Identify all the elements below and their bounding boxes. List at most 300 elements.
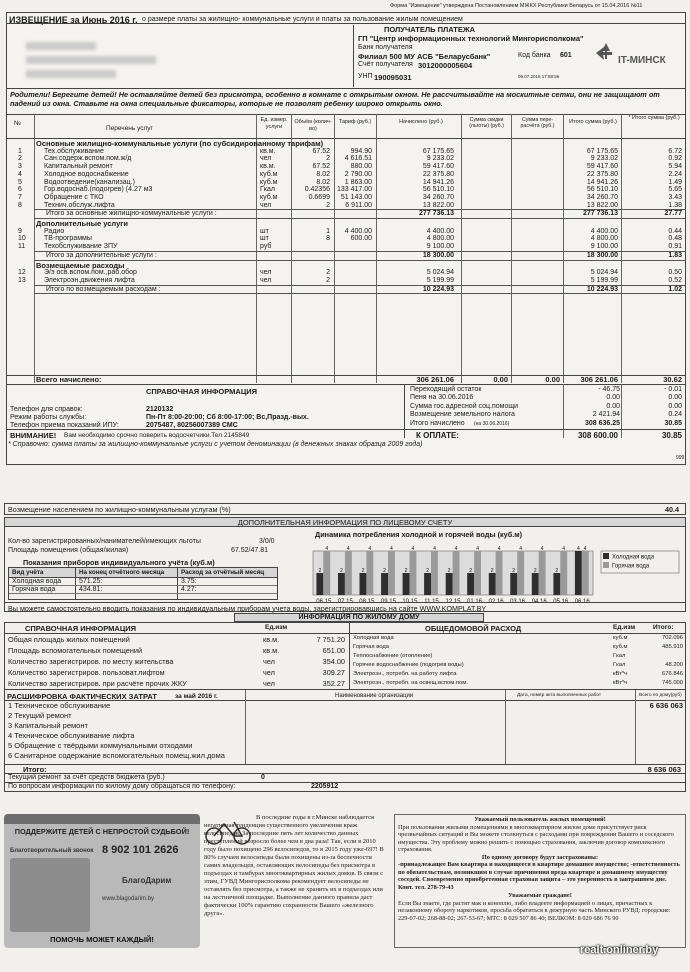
chart-bar: [360, 573, 367, 595]
budget-label: Текущий ремонт за счёт средств бюджета (руб.): [8, 774, 165, 781]
chart-bar: [517, 551, 524, 595]
house-info-value: 354.00: [322, 657, 345, 666]
common-usage-label: Электроэн., потребл. на освещ.вспом.пом.: [353, 680, 468, 686]
row-qty: 8: [326, 235, 330, 243]
common-usage-label: Горячее водоснабжение (подогрев воды): [353, 662, 464, 668]
row-charged: 9 233.02: [426, 155, 454, 163]
legend-swatch: [603, 553, 609, 559]
chart-bar: [410, 551, 417, 595]
row-service: Водоотведение(канализац.): [44, 178, 135, 186]
col-tariff: Тариф (руб.): [338, 119, 372, 125]
chart-tick-label: 06.16: [574, 599, 590, 605]
subtotal-total: 18 300.00: [586, 251, 618, 259]
chart-bar: [489, 573, 496, 595]
house-phone-row: [4, 783, 686, 792]
subtotal-label: Итого за основные жилищно-коммунальные услуги :: [46, 210, 217, 218]
common-usage-unit: кВт*ч: [613, 671, 628, 677]
house-info-row: [5, 656, 349, 667]
table-row: [6, 163, 686, 171]
unp-label: УНП: [358, 73, 373, 80]
chart-data-label: 4: [497, 546, 501, 552]
row-service: Техобслуживание ЗПУ: [44, 243, 118, 251]
row-unit: шт: [260, 227, 269, 235]
row-total: 14 941.26: [586, 178, 618, 186]
row-charged: 4 800.00: [426, 235, 454, 243]
chart-data-label: 2: [512, 568, 516, 574]
to-pay-amount: 308 600.00: [577, 431, 618, 440]
bank-code-label: Код банка: [518, 52, 551, 59]
notice-subtitle: о размере платы за жилищно- коммунальные услуги и платы за пользование жилым помещением: [142, 16, 463, 23]
row-unit: куб.м: [260, 170, 278, 178]
common-usage-value: 745.000: [662, 680, 683, 686]
row-num: 5: [18, 178, 22, 186]
chart-tick-label: 08.15: [359, 599, 375, 605]
row-num: 3: [18, 163, 22, 171]
water-chart: [297, 537, 687, 611]
ad-bicycles: [204, 814, 390, 948]
reference-hours: Пн-Пт 8:00-20:00; Сб 8:00-17:00; Вс,Празд.-вых.: [146, 414, 309, 421]
row-unit: чел: [260, 276, 272, 284]
chart-bar: [424, 573, 431, 595]
costs-total-label: Итого:: [23, 765, 47, 774]
row-charged: 56 510.10: [422, 186, 454, 194]
table-row: [6, 243, 686, 251]
reference-hours-label: Режим работы службы:: [10, 414, 87, 421]
row-total: 67 175.65: [586, 147, 618, 155]
common-usage-unit: куб.м: [613, 635, 628, 641]
chart-data-label: 2: [447, 568, 451, 574]
balance-value: 0.00: [606, 394, 620, 402]
row-unit: Гкал: [260, 186, 275, 194]
addl-info-title: ДОПОЛНИТЕЛЬНАЯ ИНФОРМАЦИЯ ПО ЛИЦЕВОМУ СЧЕТУ: [4, 517, 686, 527]
row-qty: 8.02: [316, 178, 330, 186]
redacted-address: [12, 28, 282, 88]
chart-data-label: 4: [433, 546, 436, 552]
reference-phone-label: Телефон для справок:: [10, 406, 83, 413]
chart-bar: [338, 573, 345, 595]
house-phone: 2205912: [311, 783, 339, 790]
house-info-value: 309.27: [322, 668, 345, 677]
costs-total: 8 636 063: [647, 765, 681, 774]
section-title: Основные жилищно-коммунальные услуги (по субсидированному тарифам): [36, 139, 324, 148]
chart-tick-label: 03.16: [510, 599, 526, 605]
common-usage-value: 676.846: [662, 671, 683, 677]
grand-total-sum: 306 261.06: [580, 375, 618, 384]
addl-info-block: [4, 527, 686, 612]
grand-total-recalc: 0.00: [545, 375, 560, 384]
common-usage-row: [349, 670, 687, 679]
row-qty: 67.52: [312, 147, 330, 155]
house-info-block: [4, 622, 686, 690]
subtotal-charged: 10 224.93: [422, 285, 454, 293]
balance-denom: 0.00: [668, 402, 682, 410]
reference-ipu: 2075487, 80256007389 СМС: [146, 422, 238, 429]
row-total: 59 417.60: [586, 163, 618, 171]
row-service: Холодное водоснабжение: [44, 170, 129, 178]
row-qty: 1: [326, 227, 330, 235]
row-unit: чел: [260, 155, 272, 163]
house-info-unit: чел: [263, 679, 275, 688]
chart-tick-label: 02.16: [488, 599, 504, 605]
chart-data-label: 4: [368, 546, 372, 552]
section-divider: [34, 260, 686, 261]
row-unit: куб.м: [260, 193, 278, 201]
subtotal-total: 277 736.13: [582, 210, 618, 218]
row-service: Тех.обслуживание: [44, 147, 104, 155]
unp-number: 190095031: [374, 73, 412, 82]
house-info-unit: чел: [263, 657, 275, 666]
balance-denom: 30.85: [664, 419, 682, 427]
logo-icon: [590, 39, 682, 71]
subtotal-charged: 18 300.00: [422, 251, 454, 259]
balance-row: [404, 411, 686, 419]
ad-call-label: Благотворительный звонок: [10, 848, 94, 854]
logo-text: IT-МИНСК: [618, 55, 666, 66]
table-row: [6, 148, 686, 156]
payee-divider: [6, 88, 686, 89]
chart-bar: [323, 551, 330, 595]
row-service: ТВ-программы: [44, 235, 92, 243]
subtotal-denom: 1.83: [668, 251, 682, 259]
row-charged: 4 400.00: [426, 227, 454, 235]
row-charged: 9 100.00: [426, 243, 454, 251]
chart-bar: [560, 551, 567, 595]
chart-data-label: 4: [325, 546, 329, 552]
self-report-note: Вы можете самостоятельно вводить показания по индивидуальным приборам учета воды, зарегистрировавшись на сайте WWW.KOMPLAT.BY: [8, 604, 487, 613]
house-ref-header: СПРАВОЧНАЯ ИНФОРМАЦИЯ: [25, 624, 137, 633]
row-num: 2: [18, 155, 22, 163]
house-info-label: Количество зарегистриров. по месту жительства: [8, 657, 174, 666]
row-num: 1: [18, 147, 22, 155]
cost-label: 3 Капитальный ремонт: [8, 721, 88, 730]
compensation-label: Возмещение населением по жилищно-коммунальным услугам (%): [8, 505, 231, 514]
cost-row: [5, 751, 687, 761]
budget-value: 0: [261, 774, 265, 781]
meter-use-hot: 4.27:: [181, 586, 197, 593]
chart-bar: [381, 573, 388, 595]
to-pay-label: К ОПЛАТЕ:: [416, 431, 459, 440]
chart-bar: [431, 551, 438, 595]
row-total-denom: 0.50: [668, 269, 682, 277]
row-tariff: 6 911.00: [345, 201, 372, 209]
house-info-label: Количество зарегистриров. при расчёте прочих ЖКУ: [8, 679, 187, 688]
payee-block: [353, 25, 686, 87]
table-row: [6, 171, 686, 179]
chart-bar: [316, 573, 323, 595]
row-total: 4 400.00: [590, 227, 618, 235]
col-discount: Сумма скидки (льготы) (руб.): [469, 117, 504, 130]
reference-phone: 2120132: [146, 406, 174, 413]
house-info-title: ИНФОРМАЦИЯ ПО ЖИЛОМУ ДОМУ: [234, 613, 484, 622]
balance-label: Пеня на 30.06.2016: [410, 394, 474, 402]
row-total: 13 822.00: [586, 201, 618, 209]
row-num: 9: [18, 227, 22, 235]
chart-data-label: 2: [361, 568, 365, 574]
house-info-unit: чел: [263, 668, 275, 677]
common-usage-unit: Гкал: [613, 662, 626, 668]
subtotal-total: 10 224.93: [586, 285, 618, 293]
common-usage-unit: Гкал: [613, 653, 626, 659]
col-recalc: Сумма пере-расчёта (руб.): [520, 117, 555, 130]
common-usage-label: Теплоснабжение (отопление): [353, 653, 433, 659]
ins-title-2: По одному договору будут застрахованы:: [481, 853, 599, 861]
table-row: [6, 202, 686, 210]
costs-list: [5, 701, 687, 761]
meter-end-hot: 434.81:: [79, 586, 103, 593]
costs-date-header: Дата, номер акта выполненных работ: [517, 693, 602, 698]
chart-bar: [575, 551, 582, 595]
row-unit: кв.м.: [260, 147, 276, 155]
row-service: Капитальный ремонт: [44, 163, 113, 171]
subtotal-charged: 277 736.13: [418, 210, 454, 218]
row-service: Гор.водоснаб.(подогрев) (4.27 м3: [44, 186, 153, 194]
house-info-label: Площадь вспомогательных помещений: [8, 646, 143, 655]
row-unit: кв.м.: [260, 163, 276, 171]
row-total-denom: 1.49: [668, 178, 682, 186]
row-qty: 2: [326, 201, 330, 209]
subtotal-row: [6, 210, 686, 218]
chart-data-label: 4: [562, 546, 566, 552]
row-total: 5 024.94: [590, 269, 618, 277]
row-unit: руб: [260, 243, 272, 251]
house-left-list: [5, 634, 349, 690]
ad-bicycles-text: В последние годы в г.Минске наблюдается негативная тенденция существенного увеличения краж велосипедов. За последние пять лет количество данных преступлений возросло более чем в два раза! Так, если в 2010 году было похищено 296 велосипедов, то в 2015 году уже-697! В 80% случаев велосипеды были похищены из-за беспечности самих владельцев, оставляющих велосипеды без присмотра в подъездах и тамбурах многоквартирных жилых домов. В связи с этим, ГУВД Мингорисполкома рекомендует велосипеды не оставлять без присмотра, а также не хранить их в подъездах или на лестничной площадке. Выполнение данного правила даст фактически 100% гарантию сохранности Вашего «железного друга».: [204, 814, 384, 917]
account-number: 3012000005604: [418, 61, 473, 70]
house-unit2-header: Ед.изм: [613, 624, 636, 631]
ad-charity: [4, 814, 200, 948]
balance-label: Возмещение земельного налога: [410, 411, 515, 419]
common-usage-label: Горячая вода: [353, 644, 389, 650]
grand-total-discount: 0.00: [493, 375, 508, 384]
chart-data-label: 2: [340, 568, 343, 574]
chart-data-label: 2: [490, 568, 494, 574]
ad-headline: ПОДДЕРЖИТЕ ДЕТЕЙ С НЕПРОСТОЙ СУДЬБОЙ!: [14, 827, 190, 836]
meter-type-hot: Горячая вода: [12, 586, 56, 593]
row-num: 6: [18, 186, 22, 194]
chart-title: Динамика потребления холодной и горячей воды (куб.м): [315, 530, 523, 539]
row-service: Электроэн.движения лифта: [44, 276, 135, 284]
balance-value: - 46.75: [598, 386, 620, 393]
chart-tick-label: 07.15: [337, 599, 353, 605]
account-label: Счёт получателя: [358, 61, 413, 68]
cost-value: 6 636 063: [649, 701, 683, 710]
cost-row: [5, 721, 687, 731]
row-total-denom: 0.52: [668, 276, 682, 284]
chart-data-label: 4: [390, 546, 393, 552]
table-row: [6, 186, 686, 194]
table-row: [6, 194, 686, 202]
meter-use-cold: 3.75:: [181, 578, 197, 585]
row-charged: 5 199.99: [426, 276, 454, 284]
row-tariff: 51 143.00: [340, 193, 372, 201]
house-info-label: Количество зарегистриров. пользоват.лифтом: [8, 668, 165, 677]
ins-text-2: -принадлежащее Вам квартира и находящееся в квартире домашнее имущество; -ответственность по обязательствам, возникшим в случае причинения вреда квартире и домашнему имуществу соседей. Своевременно приобретенная страховая защита – это уверенность в завтрашнем дне. Конт. тел. 278-79-43: [398, 861, 680, 891]
payee-header: ПОЛУЧАТЕЛЬ ПЛАТЕЖА: [384, 25, 476, 34]
table-row: [6, 228, 686, 236]
common-usage-label: Электроэн., потребл. на работу лифта: [353, 671, 457, 677]
balance-row: [404, 420, 686, 428]
table-row: [6, 155, 686, 163]
ins-text-1: При пользовании жилыми помещениями в многоквартирном жилом доме присутствует риск чрезвычайных ситуаций и Вы можете столкнуться с расходами при повреждении Вашего и соседского имущества. Эту проблему можно решить с помощью страхования, заключив договор комплексного страхования.: [398, 823, 674, 853]
chart-tick-label: 01.16: [466, 599, 483, 605]
row-unit: шт: [260, 235, 269, 243]
row-tariff: 600.00: [350, 235, 372, 243]
bank-code: 601: [560, 52, 572, 59]
row-num: 12: [18, 269, 26, 277]
row-total: 4 800.00: [590, 235, 618, 243]
chart-data-label: 4: [411, 546, 415, 552]
balance-denom: 0.00: [668, 394, 682, 402]
row-total-denom: 2.24: [668, 170, 682, 178]
reference-title: СПРАВОЧНАЯ ИНФОРМАЦИЯ: [146, 387, 258, 396]
reference-ipu-label: Телефон приема показаний ИПУ:: [10, 422, 119, 429]
chart-bar: [388, 551, 395, 595]
ins-title-1: Уважаемый пользователь жилых помещений!: [474, 816, 606, 823]
common-usage-value: 485.910: [662, 644, 683, 650]
meter-end-cold: 571.25:: [79, 578, 103, 585]
common-usage-row: [349, 643, 687, 652]
row-service: Технич.обслуж.лифта: [44, 201, 115, 209]
chart-data-label: 4: [454, 546, 458, 552]
row-total-denom: 1.38: [668, 201, 682, 209]
row-num: 7: [18, 193, 22, 201]
row-total-denom: 0.91: [668, 243, 682, 251]
area-value: 67.52/47.81: [231, 547, 268, 554]
ad-site: www.blagodarim.by: [102, 896, 155, 902]
compensation-row: [4, 503, 686, 515]
house-info-row: [5, 667, 349, 678]
row-total-denom: 5.65: [668, 186, 682, 194]
ad-slogan: ПОМОЧЬ МОЖЕТ КАЖДЫЙ!: [50, 935, 154, 944]
ad-insurance: [394, 814, 686, 948]
row-qty: 2: [326, 269, 330, 277]
row-tariff: 880.00: [350, 163, 372, 171]
grand-total-charged: 306 261.06: [416, 375, 454, 384]
balance-row: [404, 386, 686, 394]
house-total-header: Итого:: [653, 624, 674, 631]
house-info-row: [5, 634, 349, 645]
safety-warning: Родители! Берегите детей! Не оставляйте детей без присмотра, особенно в комнате с открытым окном. Не рассчитывайте на москитные сетки, они не защищают от падений из окна. Ставьте на окна специальные фиксаторы, которые не позволят ребенку широко открыть окно.: [10, 90, 660, 108]
house-common-header: ОБЩЕДОМОВОЙ РАСХОД: [425, 624, 522, 633]
col-charged: Начислено (руб.): [399, 119, 443, 125]
chart-tick-label: 11.15: [424, 599, 439, 605]
cost-label: 4 Техническое обслуживание лифта: [8, 731, 135, 740]
house-info-row: [5, 645, 349, 656]
chart-tick-label: 05.16: [553, 599, 569, 605]
row-charged: 67 175.65: [422, 147, 454, 155]
house-info-value: 7 751.20: [316, 635, 345, 644]
chart-bar: [582, 551, 589, 595]
common-usage-label: Холодная вода: [353, 635, 394, 641]
chart-bar: [553, 573, 560, 595]
chart-data-label: 2: [383, 568, 386, 574]
costs-org-header: Наименование организации: [335, 693, 414, 699]
cost-label: 2 Текущий ремонт: [8, 711, 72, 720]
row-num: 13: [18, 276, 26, 284]
chart-bar: [496, 551, 503, 595]
row-charged: 13 822.00: [422, 201, 454, 209]
costs-sum-header: Всего по дому(руб): [639, 693, 682, 698]
house-info-row: [5, 678, 349, 689]
row-service: Э/э осв.вспом.пом.,раб.обор: [44, 269, 137, 277]
col-unit: Ед. измер. услуги: [260, 117, 288, 130]
common-usage-unit: куб.м: [613, 644, 628, 650]
residents-value: 3/0/0: [259, 538, 275, 545]
row-total: 9 100.00: [590, 243, 618, 251]
common-usage-row: [349, 661, 687, 670]
row-qty: 0.6699: [308, 193, 330, 201]
meters-col-type: Вид учёта: [12, 569, 44, 576]
row-qty: 2: [326, 276, 330, 284]
row-num: 10: [18, 235, 26, 243]
cost-row: [5, 701, 687, 711]
chart-data-label: 2: [469, 568, 473, 574]
attention-label: ВНИМАНИЕ!: [10, 431, 57, 440]
chart-tick-label: 10.15: [402, 599, 418, 605]
row-qty: 2: [326, 155, 330, 163]
row-unit: чел: [260, 269, 272, 277]
legend-label: Холодная вода: [612, 554, 655, 561]
row-total-denom: 5.94: [668, 163, 682, 171]
chart-data-label: 4: [476, 546, 479, 552]
ins-text-3: Если Вы знаете, где растят мак и коноплю, либо владеете информацией о лицах, причастных к незаконному обороту наркотиков, просьба обратиться в дежурную часть Минского РУВД: городские: 229-07-02; 268-88-02; 267-53-67; МТС: 8 029 507 86 40; ВЕЛКОМ: 8 029 686 76 90: [398, 899, 671, 922]
row-total-denom: 0.44: [668, 227, 682, 235]
balance-value: 308 636.25: [584, 419, 620, 427]
table-row: [6, 235, 686, 243]
chart-bar: [510, 573, 517, 595]
cost-row: [5, 731, 687, 741]
row-charged: 59 417.60: [422, 163, 454, 171]
balance-value: 0.00: [606, 402, 620, 410]
chart-bar: [366, 551, 373, 595]
chart-bar: [345, 551, 352, 595]
common-usage-unit: кВт*ч: [613, 680, 628, 686]
subtotal-row: [6, 252, 686, 260]
subtotal-label: Итого за дополнительные услуги :: [46, 251, 157, 259]
bank-name: Филиал 500 МУ АСБ "Беларусбанк": [358, 52, 491, 61]
row-total: 9 233.02: [590, 155, 618, 163]
section-title: Возмещаемые расходы: [36, 260, 125, 270]
residents-label: Кол-во зарегистрированных/нанимателей/имеющих льготы: [8, 538, 201, 545]
watermark: realt.onliner.by: [580, 944, 659, 956]
row-service: Сан.содерж.вспом.пом.ж/д: [44, 155, 132, 163]
chart-tick-label: 06.15: [316, 599, 332, 605]
to-pay-denom: 30.85: [661, 431, 682, 440]
meters-col-end: На конец отчётного месяца: [79, 569, 165, 576]
chart-data-label: 4: [519, 546, 522, 552]
ad-photo: [10, 858, 90, 932]
row-tariff: 4 616.51: [344, 155, 372, 163]
ad-phone: 8 902 101 2626: [102, 844, 179, 856]
balance-label: Итого начислено: [410, 419, 465, 427]
it-minsk-logo: [590, 39, 682, 71]
cost-label: 6 Санитарное содержание вспомогательных помещ.жил.дома: [8, 751, 225, 760]
row-num: 8: [18, 201, 22, 209]
footnote: * Справочно: сумма платы за жилищно-коммунальные услуги с учетом деноминации (в денежных знаках образца 2009 года): [8, 441, 423, 448]
balance-note: (на 30.06.2016): [474, 420, 510, 427]
common-usage-row: [349, 679, 687, 688]
bank-label: Банк получателя: [358, 44, 413, 51]
chart-data-label: 2: [318, 568, 322, 574]
side-code: 999: [676, 455, 685, 461]
cost-label: 1 Техническое обслуживание: [8, 701, 111, 710]
form-note: Форма "Извещение" утверждена Постановлением МЖКХ Республики Беларусь от 15.04.2016 №11: [390, 3, 643, 9]
row-charged: 34 260.70: [422, 193, 454, 201]
row-qty: 8.02: [316, 170, 330, 178]
house-unit-header: Ед.изм: [265, 624, 288, 631]
chart-bar: [474, 551, 481, 595]
meters-col-use: Расход за отчётный месяц: [181, 569, 265, 576]
